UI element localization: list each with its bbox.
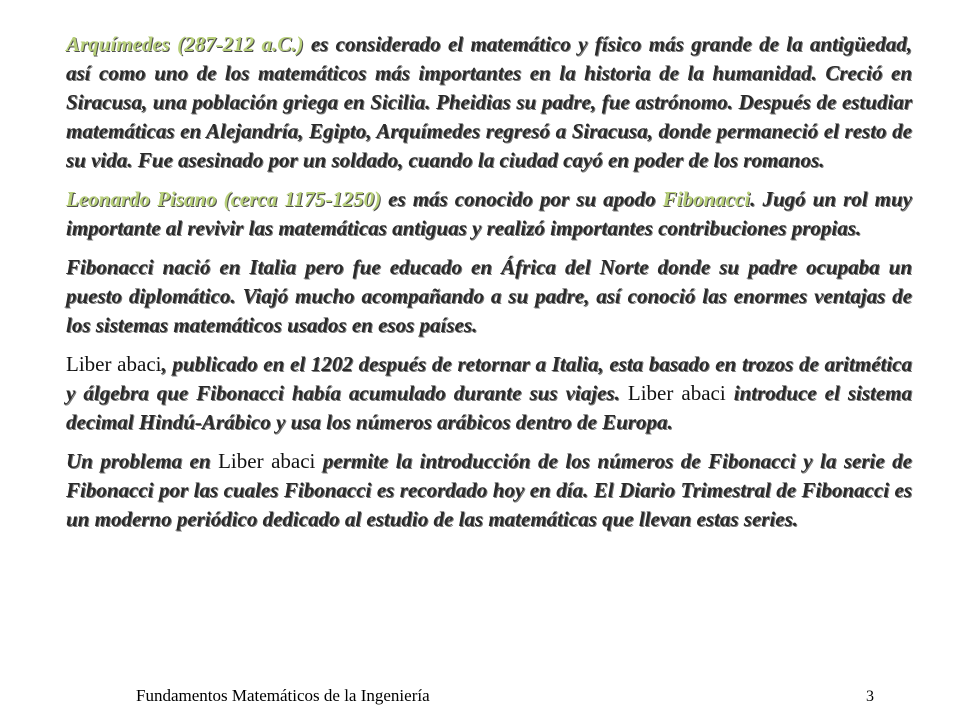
footer-text: Fundamentos Matemáticos de la Ingeniería (136, 686, 430, 705)
liber-abaci-text-1: , publicado en el 1202 después de retornar a Italia, esta basado en trozos de aritmética y álgebra que Fibonacci había acumulado durante sus viajes. (66, 352, 912, 405)
paragraph-leonardo (66, 185, 912, 243)
leonardo-name: Leonardo Pisano (cerca 1175-1250) (66, 187, 382, 211)
liber-abaci-title-1: Liber abaci (66, 352, 162, 376)
liber-abaci-title-2: Liber abaci (627, 381, 726, 405)
slide-body (66, 30, 912, 544)
fibonacci-origin-text: Fibonacci nació en Italia pero fue educado en África del Norte donde su padre ocupaba un puesto diplomático. Viajó mucho acompañando a su padre, así conoció las enormes ventajas de los sistemas matemáticos usados en esos países. (66, 255, 912, 337)
liber-abaci-title-3: Liber abaci (218, 449, 316, 473)
paragraph-fibonacci-origin (66, 253, 912, 340)
leonardo-text-1: es más conocido por su apodo (381, 187, 663, 211)
liber-abaci-text-2: introduce el sistema decimal Hindú-Arábico y usa los números arábicos dentro de Europa. (66, 381, 913, 434)
fibonacci-nickname: Fibonacci (662, 187, 751, 211)
paragraph-archimedes (66, 30, 912, 175)
archimedes-text: es considerado el matemático y físico más grande de la antigüedad, así como uno de los matemáticos más importantes en la historia de la humanidad. Creció en Siracusa, una población griega en Sicilia. Pheidias su padre, fue astrónomo. Después de estudiar matemáticas en Alejandría, Egipto, Arquímedes regresó a Siracusa, donde permaneció el resto de su vida. Fue asesinado por un soldado, cuando la ciudad cayó en poder de los romanos. (66, 32, 913, 172)
paragraph-fibonacci-problem (66, 447, 912, 534)
paragraph-liber-abaci (66, 350, 912, 437)
archimedes-name: Arquímedes (287-212 a.C.) (66, 32, 304, 56)
problem-text-2: permite la introducción de los números de Fibonacci y la serie de Fibonacci por las cuales Fibonacci es recordado hoy en día. El Diario Trimestral de Fibonacci es un moderno periódico dedicado al estudio de las matemáticas que llevan estas series. (66, 449, 913, 531)
leonardo-text-2: . Jugó un rol muy importante al revivir las matemáticas antiguas y realizó importantes contribuciones propias. (66, 187, 912, 240)
problem-text-1: Un problema en (66, 449, 219, 473)
page-number: 3 (866, 688, 874, 705)
